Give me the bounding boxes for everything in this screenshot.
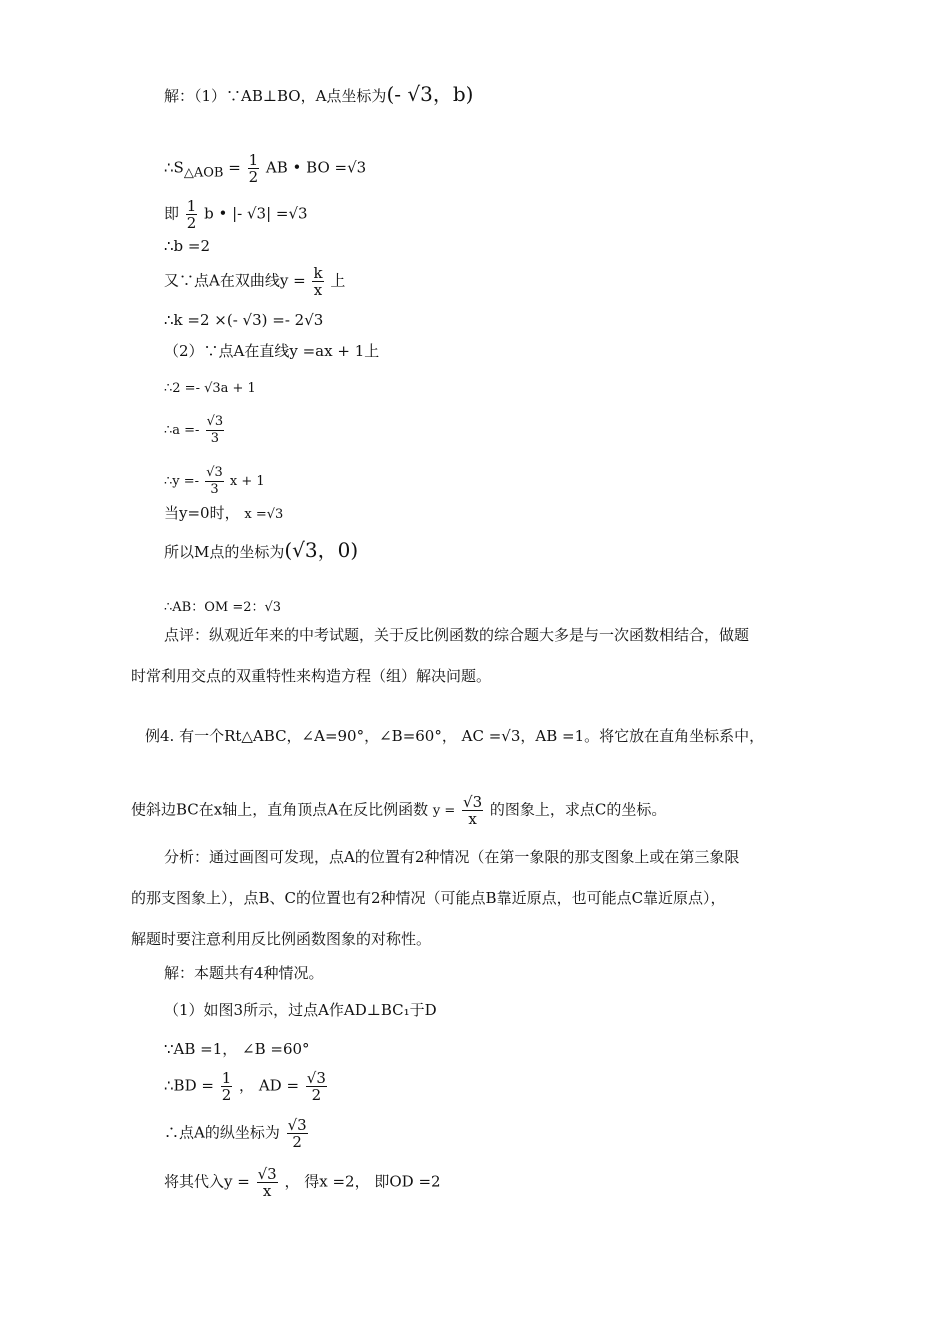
example-4-line-2-text: 使斜边BC在x轴上，直角顶点A在反比例函数 <box>131 800 429 819</box>
example-4-line-2 <box>131 794 666 827</box>
m-coordinate-line <box>164 540 358 562</box>
fraction-root3-over-2-b <box>287 1117 308 1150</box>
area-formula-line <box>164 152 366 185</box>
a-value-line <box>164 414 226 447</box>
fraction-denominator: 2 <box>311 1086 322 1104</box>
case-1-line: （1）如图3所示，过点A作AD⊥BC₁于D <box>164 1001 437 1019</box>
part-2-heading: （2）∵点A在直线y =ax + 1上 <box>164 342 380 360</box>
y-zero-line <box>164 503 283 525</box>
fraction-root3-over-x <box>462 794 483 827</box>
area-subscript: △AOB <box>183 165 224 181</box>
ratio-line: ∴AB：OM =2：√3 <box>164 600 282 615</box>
fraction-root3-over-3 <box>206 414 225 447</box>
area-eq: = <box>228 158 241 177</box>
solution-1-text: 解：（1）∵AB⊥BO，A点坐标为 <box>164 87 387 105</box>
fraction-root3-over-2 <box>306 1070 327 1103</box>
solution-1-heading <box>164 84 473 106</box>
comment-line-1: 点评：纵观近年来的中考试题，关于反比例函数的综合题大多是与一次函数相结合，做题 <box>164 626 750 644</box>
example-4-line-2-tail: 的图象上，求点C的坐标。 <box>489 800 667 819</box>
fraction-denominator: 2 <box>248 168 259 186</box>
fraction-numerator: 1 <box>221 1069 232 1087</box>
area-rest: AB • BO =√3 <box>265 158 367 177</box>
y-zero-prefix: 当y=0时， <box>164 504 240 522</box>
hyperbola-suffix: 上 <box>330 271 346 290</box>
m-coordinate-text: 所以M点的坐标为 <box>164 543 285 561</box>
line-3-rest: b • |- √3| =√3 <box>204 204 308 223</box>
fraction-denominator: x <box>313 281 323 299</box>
fraction-half-bd <box>221 1070 233 1103</box>
fraction-half <box>248 152 260 185</box>
fraction-k-over-x <box>312 265 323 298</box>
given-values-line: ∵AB =1， ∠B =60° <box>164 1040 310 1058</box>
line-eq-prefix: ∴y =- <box>164 474 200 489</box>
fraction-numerator: k <box>313 264 323 282</box>
fraction-numerator: √3 <box>257 1165 277 1183</box>
fraction-root3-over-3-b <box>205 465 224 498</box>
line-eq-suffix: x + 1 <box>229 474 265 489</box>
k-value-line: ∴k =2 ×(- √3) =- 2√3 <box>164 311 324 329</box>
fraction-denominator: 3 <box>210 431 220 446</box>
a-prefix: ∴a =- <box>164 423 200 438</box>
comment-line-2: 时常利用交点的双重特性来构造方程（组）解决问题。 <box>131 667 492 685</box>
a-ordinate-prefix: ∴点A的纵坐标为 <box>164 1123 280 1142</box>
function-eq: y = <box>432 803 456 819</box>
example-4-tail: 。将它放在直角坐标系中， <box>584 727 765 745</box>
x-value: x =√3 <box>244 507 284 522</box>
analysis-line-1: 分析：通过画图可发现，点A的位置有2种情况（在第一象限的那支图象上或在第三象限 <box>164 848 740 866</box>
fraction-denominator: 3 <box>210 482 219 497</box>
fraction-denominator: 2 <box>221 1086 232 1104</box>
example-4-values: AC =√3，AB =1 <box>461 727 585 745</box>
fraction-numerator: 1 <box>186 197 197 215</box>
fraction-denominator: x <box>262 1182 272 1200</box>
b-value-line: ∴b =2 <box>164 237 211 255</box>
point-a-coordinate: (- √3，b) <box>386 82 474 106</box>
fraction-root3-over-x-b <box>257 1166 278 1199</box>
a-ordinate-line <box>164 1117 310 1150</box>
bd-prefix: ∴BD = <box>164 1076 214 1095</box>
fraction-denominator: x <box>468 810 477 828</box>
fraction-numerator: √3 <box>306 1069 326 1087</box>
line-3-prefix: 即 <box>164 204 180 223</box>
fraction-numerator: 1 <box>248 151 259 169</box>
area-prefix: ∴S <box>164 158 184 177</box>
example-4-line-1 <box>145 726 764 746</box>
hyperbola-line <box>164 265 345 298</box>
equation-line-8: ∴2 =- √3a + 1 <box>164 381 256 396</box>
fraction-numerator: √3 <box>206 414 224 429</box>
line-equation <box>164 465 265 498</box>
substitute-result: ， 得x =2， 即OD =2 <box>284 1172 441 1191</box>
m-coordinate: (√3，0) <box>284 538 359 562</box>
hyperbola-prefix: 又∵点A在双曲线y = <box>164 271 306 290</box>
example-4-intro: 例4. 有一个Rt△ABC，∠A=90°，∠B=60°， <box>145 727 457 745</box>
analysis-line-3: 解题时要注意利用反比例函数图象的对称性。 <box>131 930 432 948</box>
equation-line-3 <box>164 198 308 231</box>
analysis-line-2: 的那支图象上），点B、C的位置也有2种情况（可能点B靠近原点，也可能点C靠近原点）， <box>131 889 726 907</box>
substitute-prefix: 将其代入y = <box>164 1172 250 1191</box>
fraction-numerator: √3 <box>206 465 223 480</box>
solution-2-heading: 解：本题共有4种情况。 <box>164 964 324 982</box>
bd-ad-line <box>164 1070 329 1103</box>
substitute-line <box>164 1166 441 1199</box>
fraction-numerator: √3 <box>463 793 483 811</box>
fraction-denominator: 2 <box>186 214 197 232</box>
ad-prefix: ， AD = <box>239 1076 300 1095</box>
fraction-half-2 <box>186 198 198 231</box>
fraction-numerator: √3 <box>287 1116 307 1134</box>
fraction-denominator: 2 <box>292 1133 302 1151</box>
